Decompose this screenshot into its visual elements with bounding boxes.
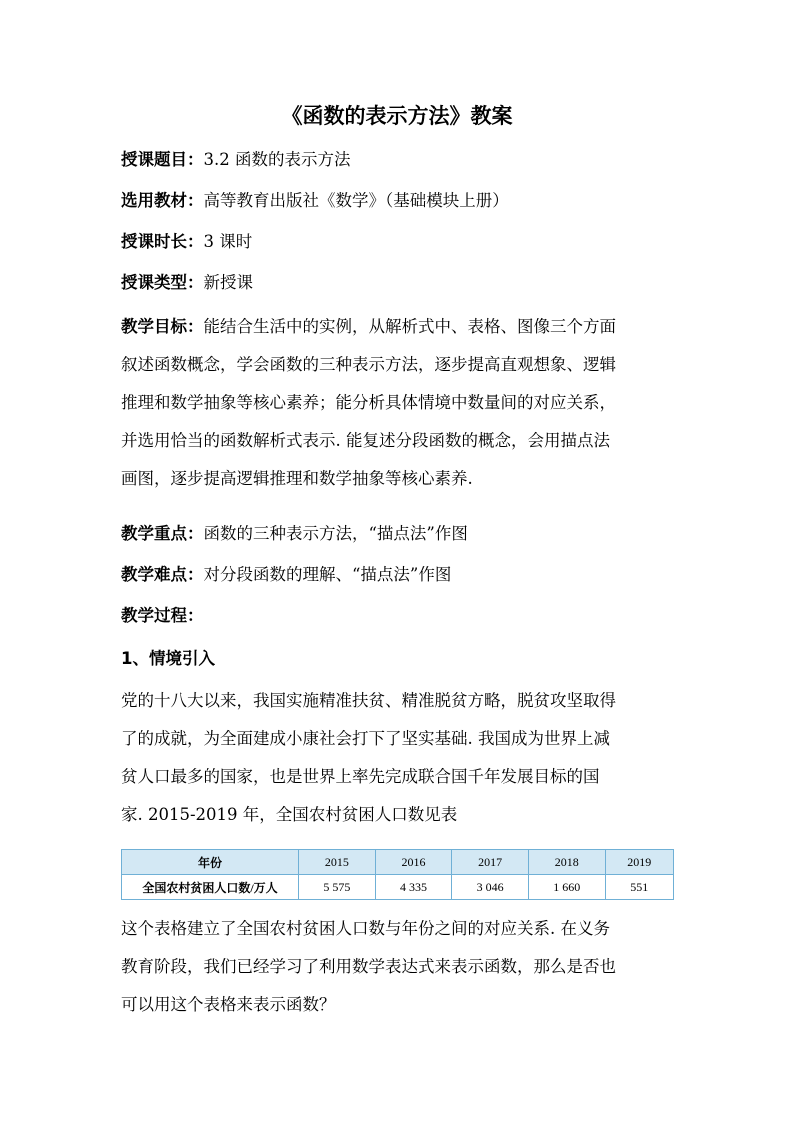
objectives-line: 能结合生活中的实例，从解析式中、表格、图像三个方面 [203,317,616,336]
intro-line: 党的十八大以来，我国实施精准扶贫、精准脱贫方略，脱贫攻坚取得 [121,691,616,710]
field-key-points [121,523,468,545]
field-topic [121,149,351,171]
intro-paragraph [121,690,681,842]
duration-label: 授课时长： [121,232,204,251]
table-cell: 1 660 [528,875,605,900]
type-value: 新授课 [203,273,253,292]
section-heading: 1、情境引入 [121,649,215,668]
table-header-cell: 2018 [528,850,605,875]
after-line: 可以用这个表格来表示函数？ [121,995,336,1014]
difficulties-label: 教学难点： [121,565,204,584]
table-cell: 551 [605,875,673,900]
field-textbook [121,190,509,212]
objectives-line: 画图，逐步提高逻辑推理和数学抽象等核心素养. [121,469,473,488]
key-points-value: 函数的三种表示方法，“描点法”作图 [203,524,468,543]
table-header-row [122,850,674,875]
topic-value: 3.2 函数的表示方法 [203,150,351,169]
field-type [121,272,253,294]
intro-line: 贫人口最多的国家，也是世界上率先完成联合国千年发展目标的国 [121,767,600,786]
objectives-line: 叙述函数概念，学会函数的三种表示方法，逐步提高直观想象、逻辑 [121,355,616,374]
topic-label: 授课题目： [121,150,204,169]
textbook-value: 高等教育出版社《数学》（基础模块上册） [203,191,509,210]
type-label: 授课类型： [121,273,204,292]
table-row [122,875,674,900]
poverty-table [121,849,674,900]
duration-value: 3 课时 [203,232,253,251]
table-cell: 3 046 [452,875,529,900]
difficulties-value: 对分段函数的理解、“描点法”作图 [203,565,452,584]
after-line: 教育阶段，我们已经学习了利用数学表达式来表示函数，那么是否也 [121,957,616,976]
intro-line: 家. 2015-2019 年，全国农村贫困人口数见表 [121,805,458,824]
table-header-cell: 2017 [452,850,529,875]
table-cell: 5 575 [299,875,376,900]
after-table-paragraph [121,918,681,1032]
objectives-paragraph [121,316,681,506]
table-cell: 4 335 [375,875,452,900]
objectives-label: 教学目标： [121,317,204,336]
textbook-label: 选用教材： [121,191,204,210]
table-header-cell: 2016 [375,850,452,875]
after-line: 这个表格建立了全国农村贫困人口数与年份之间的对应关系. 在义务 [121,919,610,938]
field-difficulties [121,564,451,586]
table-header-cell: 年份 [122,850,299,875]
field-duration [121,231,252,253]
table-header-cell: 2015 [299,850,376,875]
table-cell: 全国农村贫困人口数/万人 [122,875,299,900]
process-heading: 教学过程： [121,606,204,625]
objectives-line: 并选用恰当的函数解析式表示. 能复述分段函数的概念，会用描点法 [121,431,610,450]
table-header-cell: 2019 [605,850,673,875]
intro-line: 了的成就，为全面建成小康社会打下了坚实基础. 我国成为世界上减 [121,729,610,748]
objectives-line: 推理和数学抽象等核心素养；能分析具体情境中数量间的对应关系， [121,393,616,412]
key-points-label: 教学重点： [121,524,204,543]
page-title: 《函数的表示方法》教案 [281,104,513,128]
